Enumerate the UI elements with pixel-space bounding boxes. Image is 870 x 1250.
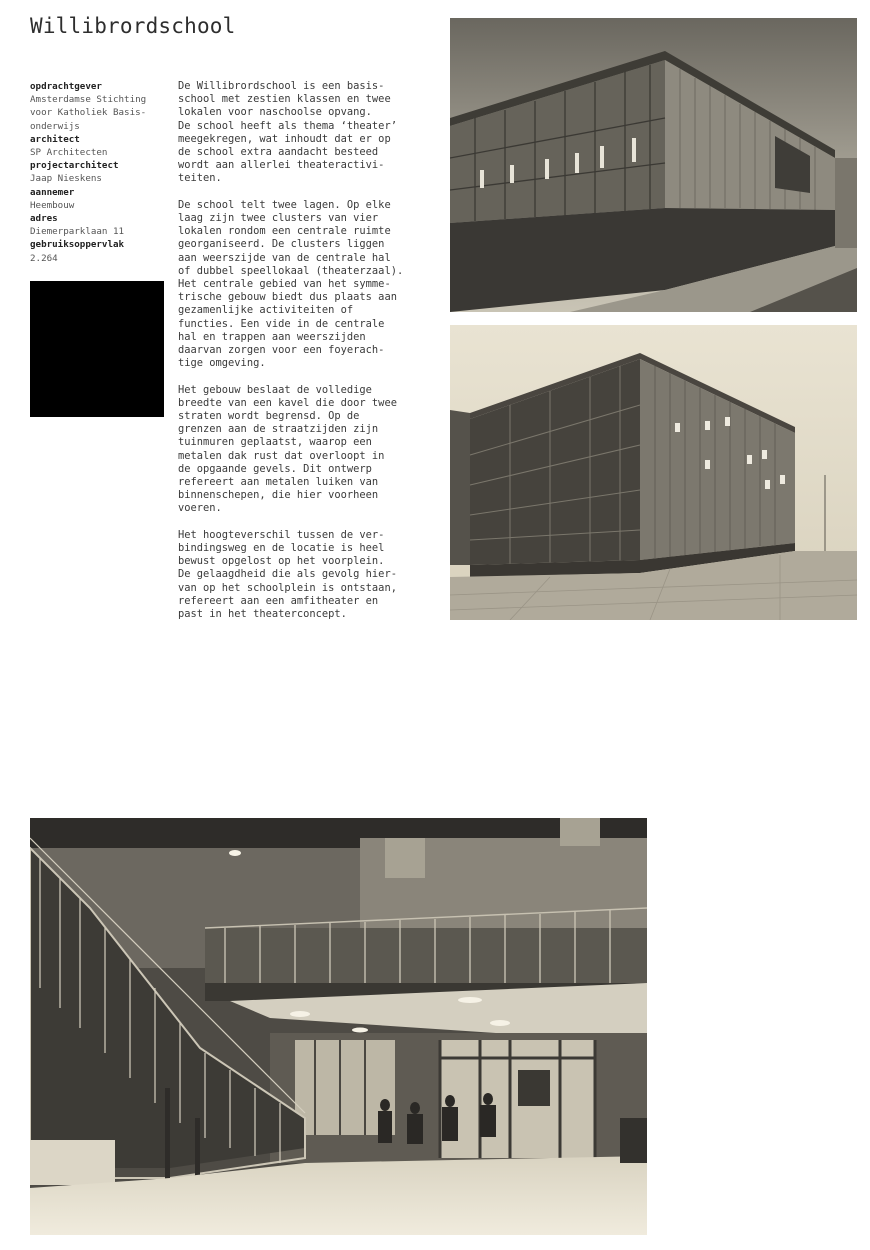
body-paragraph: Het hoogteverschil tussen de ver- bindingsweg en de locatie is heel bewust opgelost op het voorplein. De gelaagdheid die als gevolg hier- van op het schoolplein is ontstaan, refereert aan een amfitheater en past in het theaterconcept. [178,528,397,621]
exterior-photo-schoolyard [450,325,857,620]
body-paragraph: De Willibrordschool is een basis- school met zestien klassen en twee lokalen voor naschoolse opvang. De school heeft als thema ‘theater’ meegekregen, wat inhoudt dat er op de school extra aandacht besteed wordt aan allerlei theateractivi- teiten. [178,80,397,185]
project-credits [30,80,170,265]
article-body [178,80,418,634]
black-image-placeholder [30,281,164,417]
credit-value: 2.264 [30,252,58,264]
exterior-photo-street [450,18,857,312]
credit-label: adres [30,213,58,225]
credit-value: Jaap Nieskens [30,173,102,185]
interior-photo-central-hall [30,818,647,1235]
credit-label: aannemer [30,186,75,198]
credit-value: SP Architecten [30,147,108,159]
credit-value: Amsterdamse Stichting voor Katholiek Basis- onderwijs [30,94,147,132]
credit-value: Heembouw [30,199,75,211]
credit-label: opdrachtgever [30,81,102,92]
body-paragraph: De school telt twee lagen. Op elke laag zijn twee clusters van vier lokalen rondom een centrale ruimte georganiseerd. De clusters liggen aan weerszijde van de centrale hal of dubbel speellokaal (theaterzaal). Het centrale gebied van het symme- trische gebouw biedt dus plaats aan gezamenlijke activiteiten of functies. Een vide in de centrale hal en trappen aan weerszijden daarvan zorgen voor een foyerach- tige omgeving. [178,198,404,370]
credit-label: projectarchitect [30,160,119,172]
credit-label: gebruiksoppervlak [30,239,125,251]
credit-value: Diemerparklaan 11 [30,226,125,238]
body-paragraph: Het gebouw beslaat de volledige breedte van een kavel die door twee straten wordt begrensd. Op de grenzen aan de straatzijden zijn tuinmuren geplaatst, waarop een metalen dak rust dat overloopt in de opgaande gevels. Dit ontwerp refereert aan metalen luiken van binnenschepen, die hier voorheen voeren. [178,383,397,515]
page-title: Willibrordschool [30,14,236,38]
credit-label: architect [30,133,80,145]
